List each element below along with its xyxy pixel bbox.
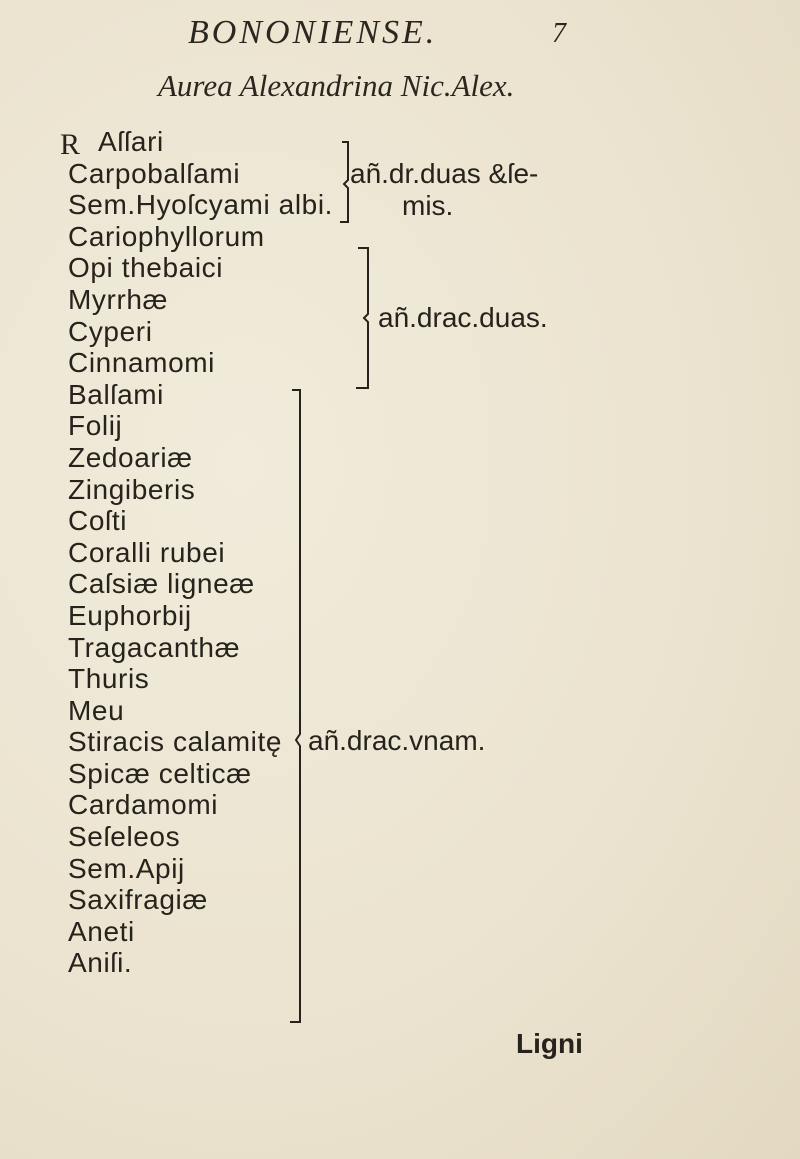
brace-group-3 bbox=[286, 386, 312, 1026]
ingredient-line: Cardamomi bbox=[68, 789, 219, 821]
ingredient-line: Meu bbox=[68, 694, 125, 726]
ingredient-line: Opi thebaici bbox=[68, 252, 224, 284]
ingredient-line: Sem.Hyoſcyami albi. bbox=[68, 189, 334, 221]
ingredient-line: Aſſari bbox=[98, 126, 164, 157]
ingredient-line: Cyperi bbox=[68, 315, 153, 347]
ingredient-line: Saxifragiæ bbox=[68, 884, 208, 916]
ingredient-line: Aniſi. bbox=[68, 947, 133, 979]
ingredient-line: Aneti bbox=[68, 915, 135, 947]
running-head: BONONIENSE. bbox=[188, 14, 438, 51]
ingredient-line: Zedoariæ bbox=[68, 441, 193, 473]
dose-group-1-line1: añ.dr.duas &ſe- bbox=[350, 158, 539, 189]
ingredient-line: Carpobalſami bbox=[68, 157, 241, 189]
ingredient-line: Sem.Apij bbox=[68, 852, 185, 884]
ingredient-line: Euphorbij bbox=[68, 599, 192, 631]
catchword: Ligni bbox=[516, 1028, 583, 1059]
ingredient-line: Folij bbox=[68, 410, 123, 442]
dose-group-3 bbox=[308, 725, 485, 757]
ingredient-line: Cariophyllorum bbox=[68, 220, 265, 252]
brace-group-2 bbox=[354, 244, 376, 394]
dose-group-2-line1: añ.drac.duas. bbox=[378, 302, 548, 333]
dose-group-1 bbox=[350, 158, 538, 222]
ingredient-line: Tragacanthæ bbox=[68, 631, 241, 663]
ingredient-line: Cinnamomi bbox=[68, 347, 215, 379]
dose-group-2 bbox=[378, 302, 548, 334]
dose-group-1-line2: mis. bbox=[402, 190, 454, 221]
ingredient-line: Spicæ celticæ bbox=[68, 757, 252, 789]
ingredient-line: Coralli rubei bbox=[68, 536, 226, 568]
page-number: 7 bbox=[552, 18, 566, 49]
ingredient-line: Seſeleos bbox=[68, 821, 181, 853]
ingredient-line: Balſami bbox=[68, 378, 165, 410]
dose-group-3-line1: añ.drac.vnam. bbox=[308, 725, 486, 756]
ingredient-line: Coſti bbox=[68, 505, 128, 537]
ingredient-line: Caſsiæ ligneæ bbox=[68, 568, 255, 600]
recipe-title: Aurea Alexandrina Nic.Alex. bbox=[158, 68, 515, 103]
ingredient-line: Zingiberis bbox=[68, 473, 196, 505]
ingredient-line: Stiracis calamitę bbox=[68, 726, 283, 758]
ingredient-line: Thuris bbox=[68, 663, 150, 695]
recipe-symbol: R bbox=[60, 128, 81, 161]
ingredient-line: Myrrhæ bbox=[68, 283, 169, 315]
